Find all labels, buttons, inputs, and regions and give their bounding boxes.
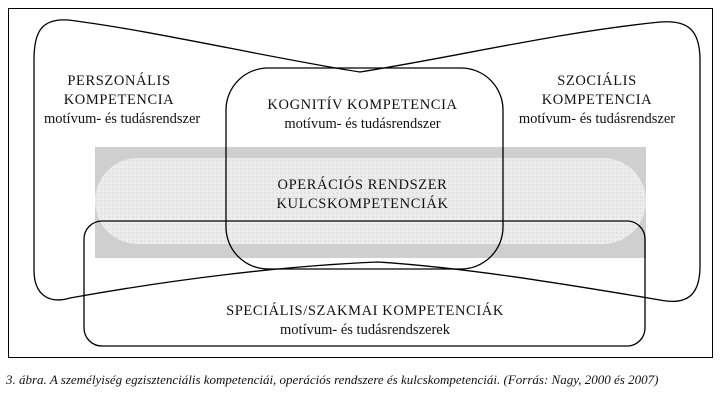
social-subtitle: motívum- és tudásrendszer: [518, 111, 676, 127]
personal-title-line1: PERSZONÁLIS: [67, 73, 171, 89]
social-title-line1: SZOCIÁLIS: [557, 73, 637, 89]
figure-caption: 3. ábra. A személyiség egzisztenciális kompetenciái, operációs rendszere és kulcskompetenciái. (Forrás: Nagy, 2000 és 2007): [6, 372, 659, 387]
personal-subtitle: motívum- és tudásrendszer: [44, 111, 201, 127]
cognitive-title: KOGNITÍV KOMPETENCIA: [267, 97, 458, 113]
social-label: [512, 72, 682, 129]
operational-label: [250, 176, 475, 214]
personal-label: [44, 72, 201, 129]
special-subtitle: motívum- és tudásrendszerek: [280, 322, 450, 338]
special-label: [200, 302, 530, 340]
social-title-line2: KOMPETENCIA: [541, 92, 653, 108]
special-title: SPECIÁLIS/SZAKMAI KOMPETENCIÁK: [226, 303, 504, 319]
operational-title-line2: KULCSKOMPETENCIÁK: [276, 196, 449, 212]
operational-title-line1: OPERÁCIÓS RENDSZER: [277, 177, 448, 193]
personal-title-line2: KOMPETENCIA: [63, 92, 175, 108]
cognitive-label: [230, 96, 495, 134]
cognitive-subtitle: motívum- és tudásrendszer: [284, 116, 441, 132]
